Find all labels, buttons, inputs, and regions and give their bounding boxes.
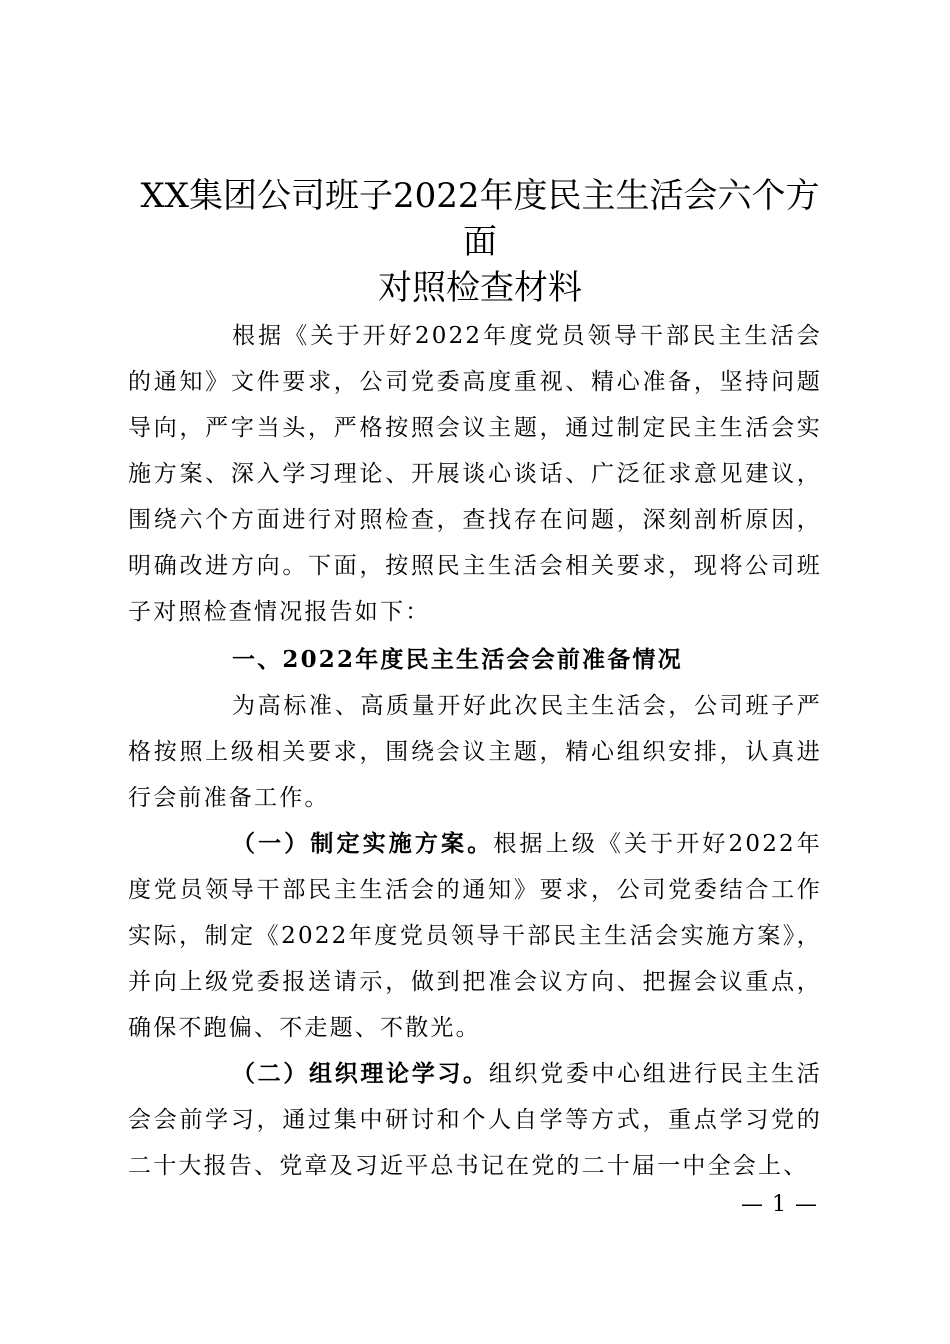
section-1-heading: 一、2022年度民主生活会会前准备情况	[232, 646, 683, 673]
item-2-text: 组织党委中心组进行民主生活会会前学习，通过集中研讨和个人自学等方式，重点学习党的二十大报告、党章及习近平总书记在党的二十届一中全会上、	[128, 1061, 823, 1179]
document-title-line-2: 面	[463, 222, 497, 262]
intro-paragraph: 根据《关于开好2022年度党员领导干部民主生活会的通知》文件要求，公司党委高度重视、精心准备，坚持问题导向，严字当头，严格按照会议主题，通过制定民主生活会实施方案、深入学习理论、开展谈心谈话、广泛征求意见建议，围绕六个方面进行对照检查，查找存在问题，深刻剖析原因，明确改进方向。下面，按照民主生活会相关要求，现将公司班子对照检查情况报告如下：	[128, 323, 822, 625]
document-title-line-1: XX集团公司班子2022年度民主生活会六个方	[140, 176, 820, 216]
item-1-paragraph	[128, 821, 822, 1051]
item-2-paragraph	[128, 1051, 822, 1189]
document-title-line-3: 对照检查材料	[378, 268, 582, 308]
item-1-text: 根据上级《关于开好2022年度党员领导干部民主生活会的通知》要求，公司党委结合工作实际，制定《2022年度党员领导干部民主生活会实施方案》，并向上级党委报送请示，做到把准会议方向、把握会议重点，确保不跑偏、不走题、不散光。	[128, 831, 822, 1041]
page-number: — 1 —	[741, 1192, 818, 1217]
item-1-lead: （一）制定实施方案。	[232, 830, 494, 857]
section-1-paragraph: 为高标准、高质量开好此次民主生活会，公司班子严格按照上级相关要求，围绕会议主题，精心组织安排，认真进行会前准备工作。	[128, 693, 822, 811]
item-2-lead: （二）组织理论学习。	[232, 1060, 489, 1087]
